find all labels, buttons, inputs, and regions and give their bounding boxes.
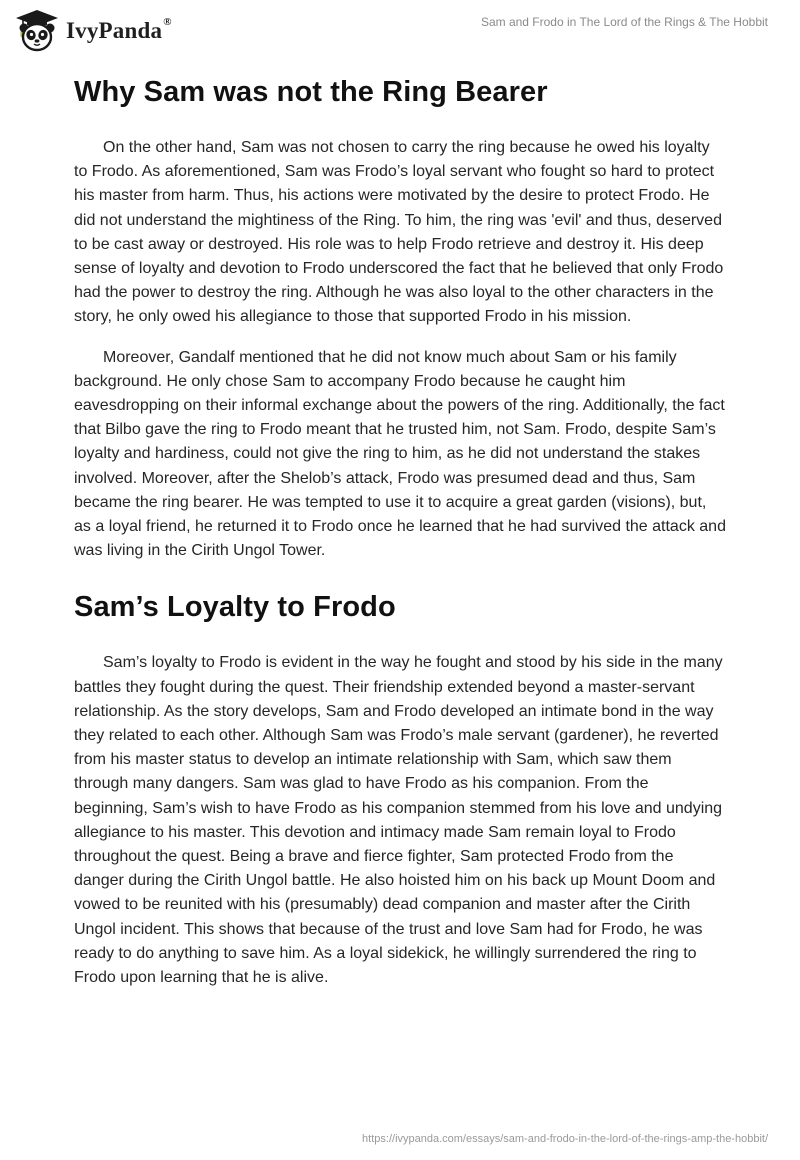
section-heading-loyalty: Sam’s Loyalty to Frodo	[74, 591, 396, 624]
paragraph: On the other hand, Sam was not chosen to carry the ring because he owed his loyalty to Frodo. As aforementioned, Sam was Frodo’s loyal servant who fought so hard to protect his master from harm. Thus, his actions were motivated by the desire to protect Frodo. He did not understand the mightiness of the Ring. To him, the ring was 'evil' and thus, deserved to be cast away or destroyed. His role was to help Frodo retrieve and destroy it. His deep sense of loyalty and devotion to Frodo underscored the fact that he believed that only Frodo had the power to destroy the ring. Although he was also loyal to the other characters in the story, he only owed his allegiance to those that supported Frodo in his mission.	[74, 139, 724, 326]
registered-mark: ®	[163, 16, 172, 28]
essay-content	[74, 74, 726, 1006]
running-title: Sam and Frodo in The Lord of the Rings & The Hobbit	[480, 15, 768, 29]
page-header	[0, 0, 800, 70]
paragraph: Sam’s loyalty to Frodo is evident in the way he fought and stood by his side in the many battles they fought during the quest. Their friendship extended beyond a master-servant relationship. As the story develops, Sam and Frodo developed an intimate bond in the way they related to each other. Although Sam was Frodo’s male servant (gardener), he reverted from his master status to develop an intimate relationship with Sam, which saw them through many dangers. Sam was glad to have Frodo as his companion. From the beginning, Sam’s wish to have Frodo as his companion stemmed from his love and undying allegiance to his master. This devotion and intimacy made Sam remain loyal to Frodo throughout the quest. Being a brave and fierce fighter, Sam protected Frodo from the danger during the Cirith Ungol battle. He also hoisted him on his back up Mount Doom and vowed to be reunited with his (presumably) dead companion and master after the Cirith Ungol incident. This shows that because of the trust and love Sam had for Frodo, he was ready to do anything to save him. As a loyal sidekick, he willingly surrendered the ring to Frodo upon learning that he is alive.	[74, 654, 723, 987]
source-url[interactable]: https://ivypanda.com/essays/sam-and-frodo-in-the-lord-of-the-rings-amp-the-hobbit/	[362, 1133, 768, 1145]
ivypanda-logo[interactable]	[14, 8, 172, 52]
panda-graduate-icon	[14, 8, 60, 52]
section-heading-ring-bearer: Why Sam was not the Ring Bearer	[74, 76, 548, 108]
brand-name: IvyPanda®	[66, 16, 172, 43]
paragraph: Moreover, Gandalf mentioned that he did not know much about Sam or his family background. He only chose Sam to accompany Frodo because he caught him eavesdropping on their informal exchange about the powers of the ring. Additionally, the fact that Bilbo gave the ring to Frodo meant that he trusted him, not Sam. Frodo, despite Sam’s loyalty and hardiness, could not give the ring to him, as he did not understand the stakes involved. Moreover, after the Shelob’s attack, Frodo was presumed dead and thus, Sam became the ring bearer. He was tempted to use it to acquire a great garden (visions), but, as a loyal friend, he returned it to Frodo once he learned that he had survived the attack and was living in the Cirith Ungol Tower.	[74, 348, 726, 560]
